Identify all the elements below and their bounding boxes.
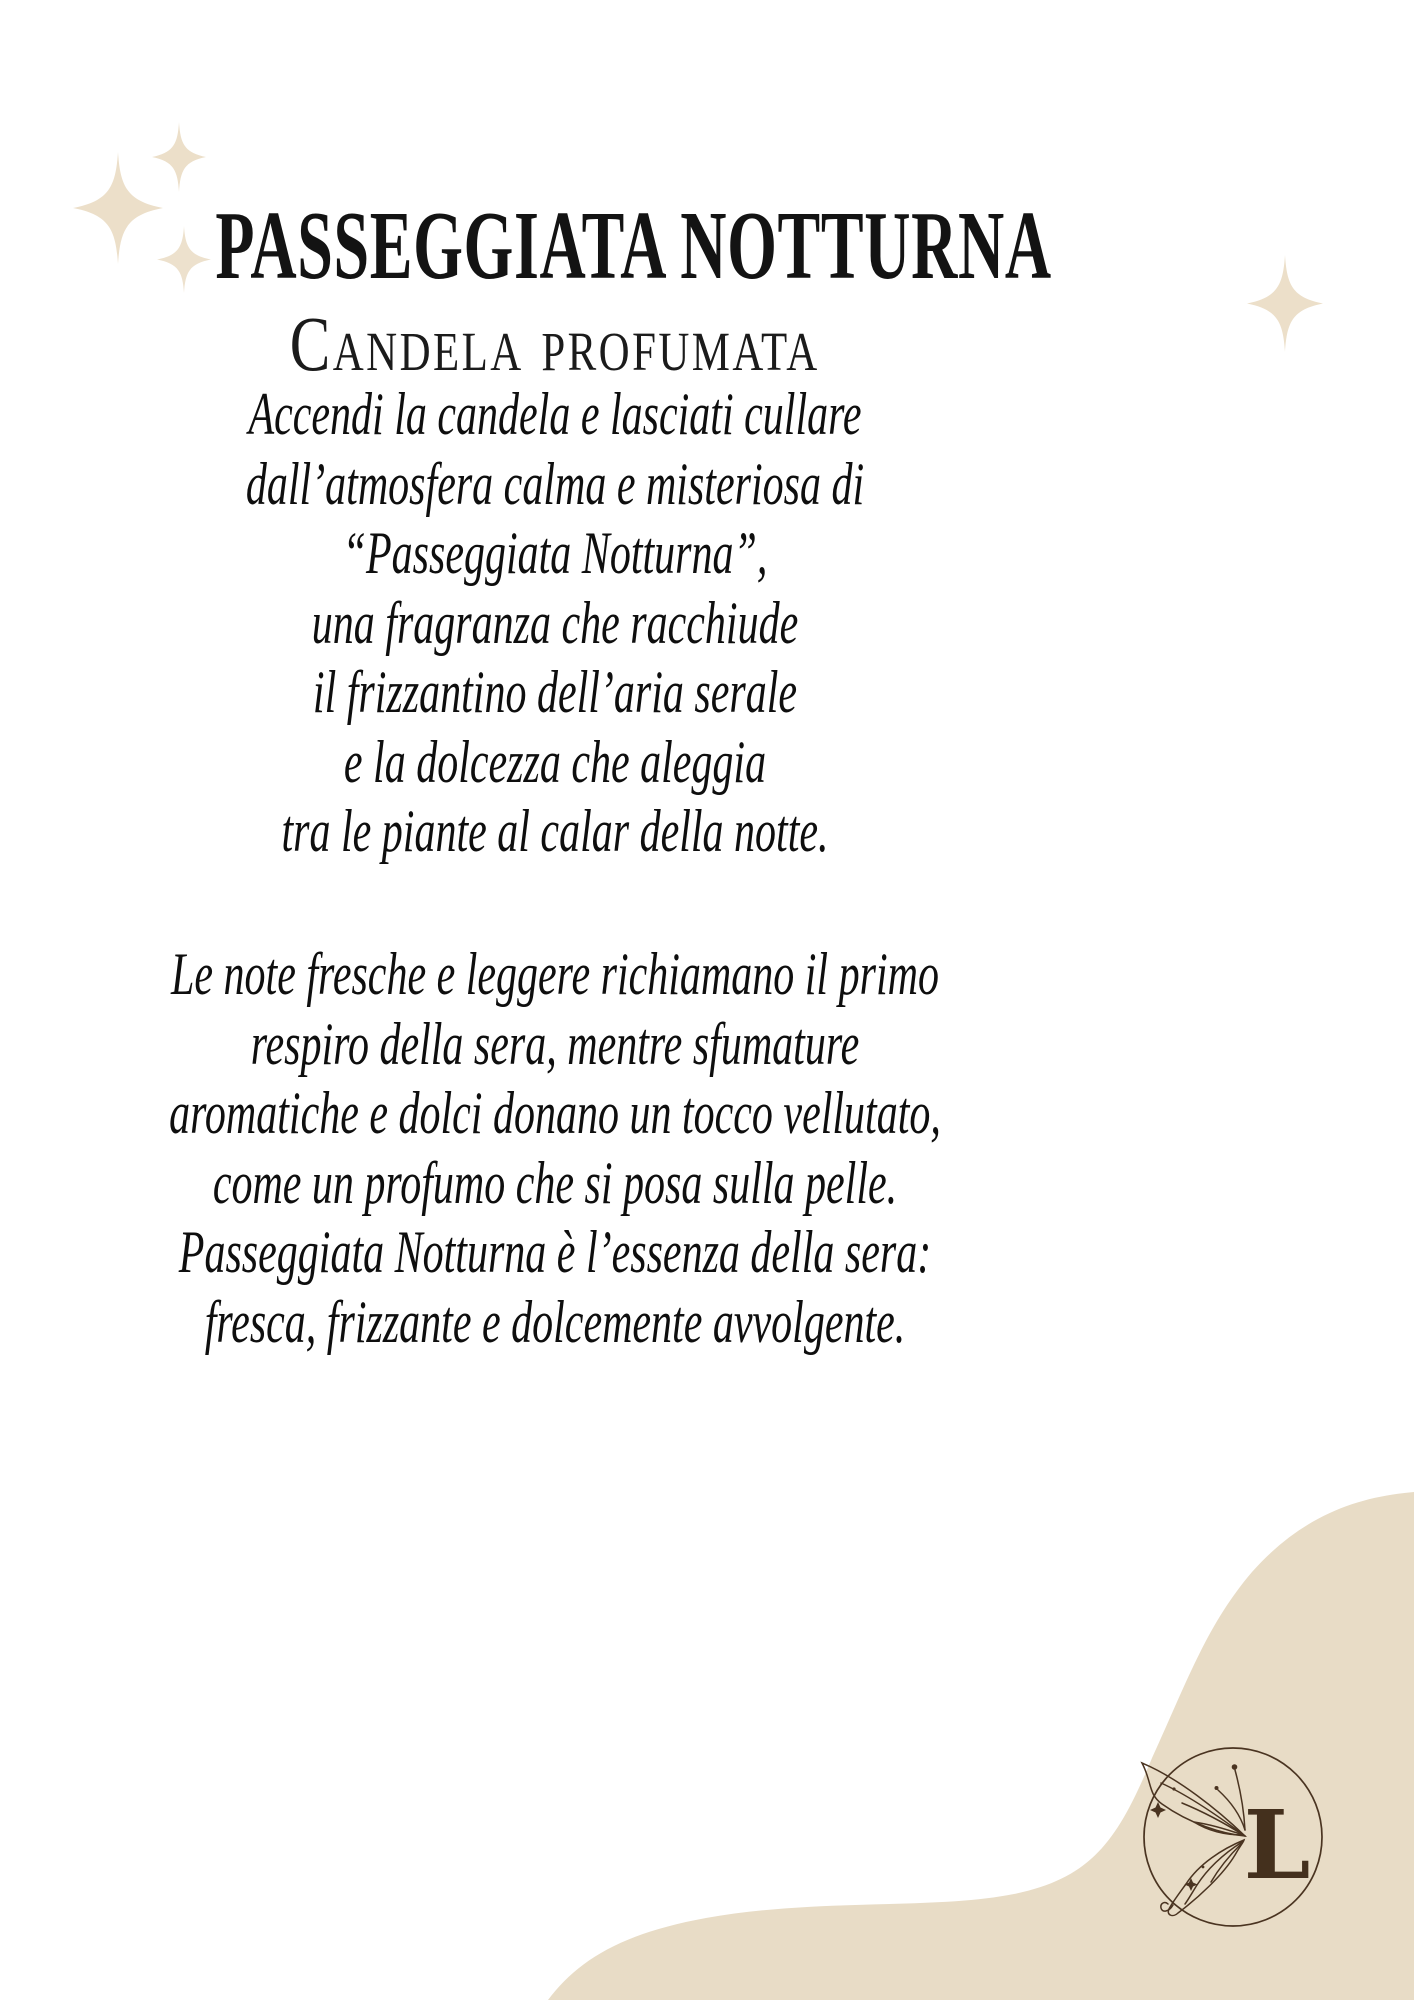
butterfly-logo-icon <box>1128 1732 1338 1942</box>
text-line: Le note fresche e leggere richiamano il primo <box>171 941 939 1007</box>
text-line: Passeggiata Notturna è l’essenza della sera: <box>178 1219 932 1285</box>
text-line: Accendi la candela e lasciati cullare <box>248 381 862 447</box>
text-line: il frizzantino dell’aria serale <box>312 659 798 725</box>
text-line: e la dolcezza che aleggia <box>343 728 767 795</box>
text-line: una fragranza che racchiude <box>311 589 799 656</box>
text-line: fresca, frizzante e dolcemente avvolgente. <box>204 1288 906 1355</box>
sparkle-icon <box>1247 255 1323 352</box>
text-line: tra le piante al calar della notte. <box>281 798 829 864</box>
logo-letter: L <box>1243 1790 1311 1901</box>
text-line: come un profumo che si posa sulla pelle. <box>212 1149 898 1216</box>
text-line: aromatiche e dolci donano un tocco vellutato, <box>169 1080 941 1146</box>
page-title <box>0 191 1110 299</box>
sparkle-icon <box>152 122 206 192</box>
description-paragraph-1 <box>167 380 944 867</box>
text-line: dall’atmosfera calma e misteriosa di <box>245 450 865 517</box>
butterfly-wing-art <box>1142 1763 1245 1916</box>
brand-logo <box>1128 1732 1338 1942</box>
page-title-text: PASSEGGIATA NOTTURNA <box>215 191 1052 299</box>
description-paragraph-2 <box>167 940 944 1357</box>
text-line: respiro della sera, mentre sfumature <box>250 1010 860 1077</box>
page-subtitle <box>0 299 1110 387</box>
page-subtitle-text: Candela profumata <box>290 299 820 387</box>
text-line: “Passeggiata Notturna”, <box>342 520 768 586</box>
